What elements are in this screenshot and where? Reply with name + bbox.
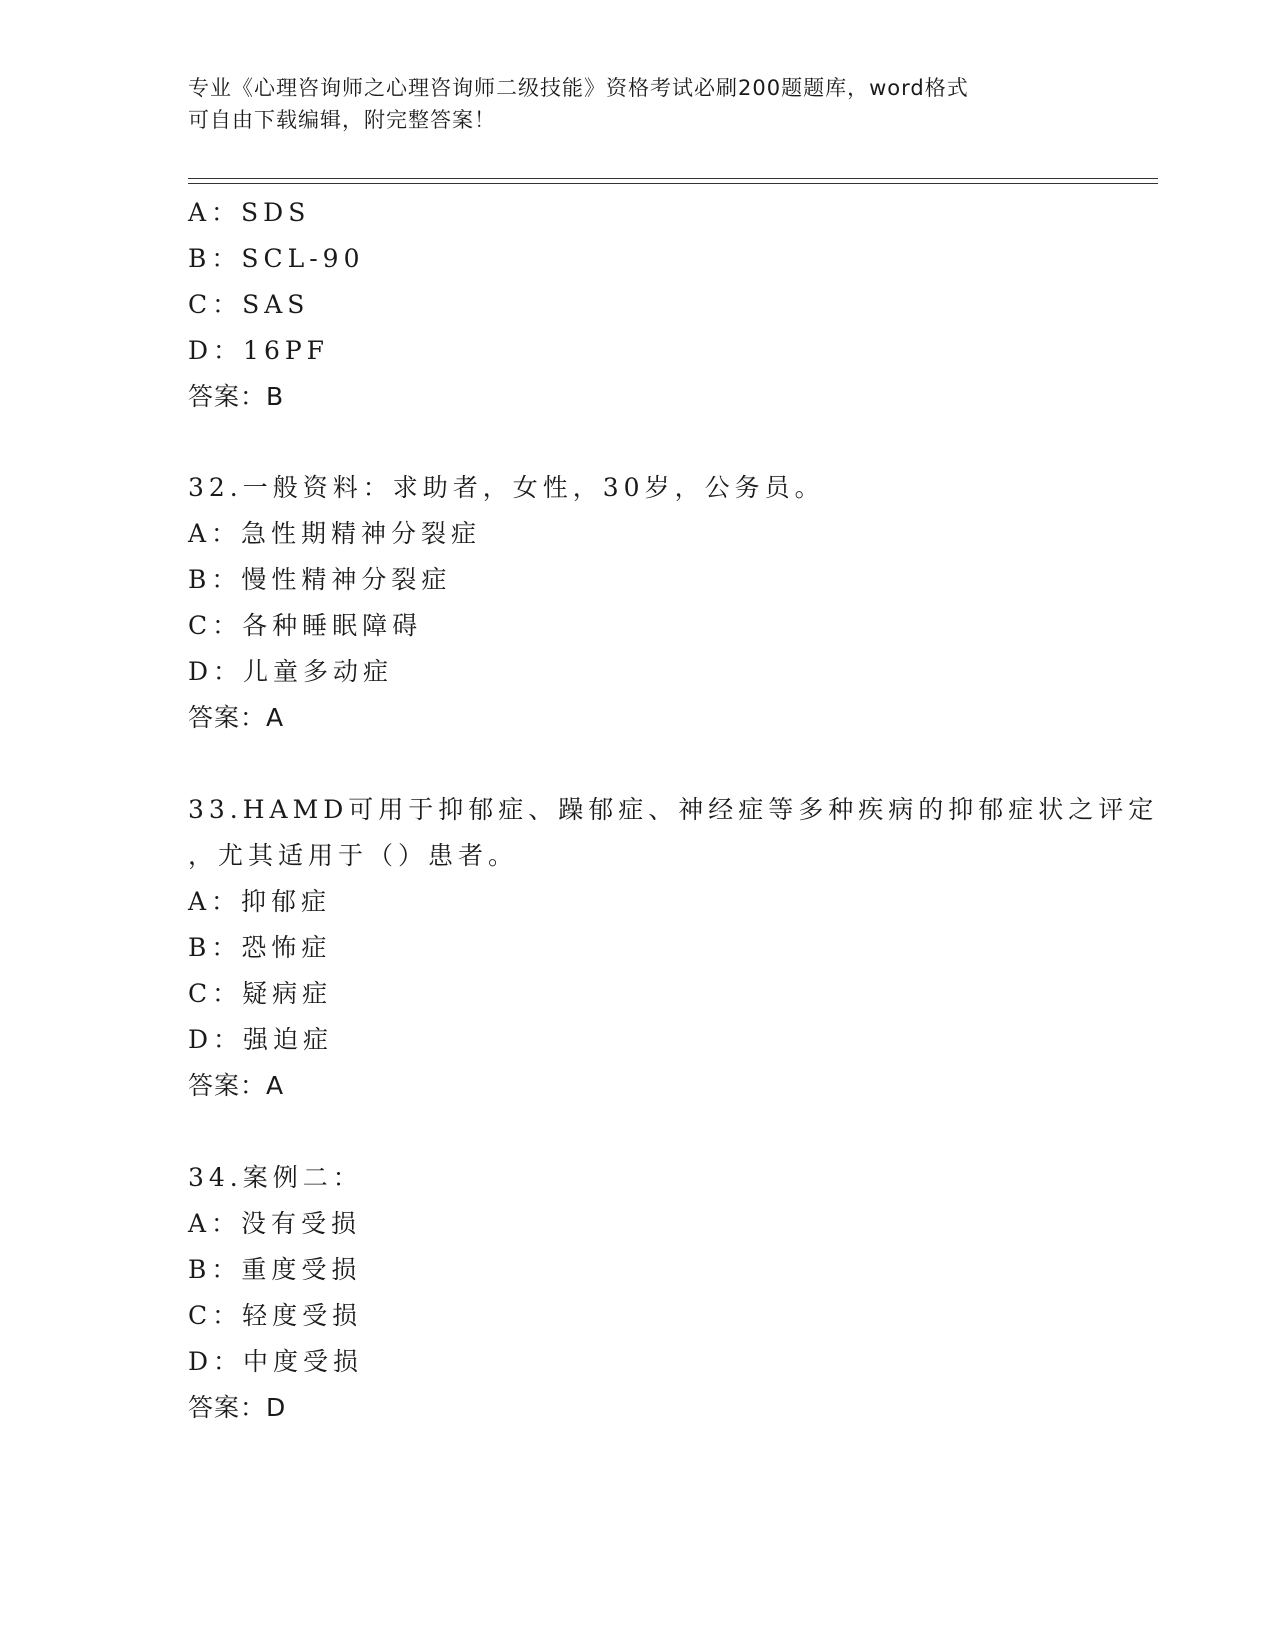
answer: 答案：D [188,1393,287,1422]
option-d: D：强迫症 [188,1025,334,1054]
option-d: D：中度受损 [188,1347,364,1376]
header-line-2: 可自由下载编辑，附完整答案！ [188,108,496,132]
spacer [188,1109,1108,1155]
option-b: B：慢性精神分裂症 [188,565,452,594]
answer: 答案：A [188,703,285,732]
question-34 [188,1155,1108,1431]
header-divider-top [188,178,1158,179]
question-text-line-2: ，尤其适用于（）患者。 [188,841,519,870]
option-b: B：SCL-90 [188,244,365,273]
option-d: D：16PF [188,336,330,365]
option-c: C：疑病症 [188,979,333,1008]
answer: 答案：A [188,1071,285,1100]
option-b: B：恐怖症 [188,933,332,962]
option-c: C：轻度受损 [188,1301,363,1330]
document-header [188,72,1088,136]
option-b: B：重度受损 [188,1255,362,1284]
spacer [188,741,1108,787]
spacer [188,420,1108,465]
option-a: A：急性期精神分裂症 [188,519,482,548]
header-divider-bottom [188,183,1158,184]
question-31 [188,190,1108,420]
option-a: A：SDS [188,198,311,227]
question-text: 32.一般资料：求助者，女性，30岁，公务员。 [188,473,825,502]
question-text: 34.案例二： [188,1163,363,1192]
header-line-1: 专业《心理咨询师之心理咨询师二级技能》资格考试必刷200题题库，word格式 [188,76,969,100]
option-a: A：没有受损 [188,1209,362,1238]
question-32 [188,465,1108,741]
question-list [188,190,1159,1431]
answer: 答案：B [188,382,285,411]
question-33 [188,787,1159,1109]
option-c: C：各种睡眠障碍 [188,611,423,640]
question-text-line-1: 33.HAMD可用于抑郁症、躁郁症、神经症等多种疾病的抑郁症状之评定 [188,795,1159,824]
option-d: D：儿童多动症 [188,657,394,686]
option-a: A：抑郁症 [188,887,332,916]
option-c: C：SAS [188,290,310,319]
